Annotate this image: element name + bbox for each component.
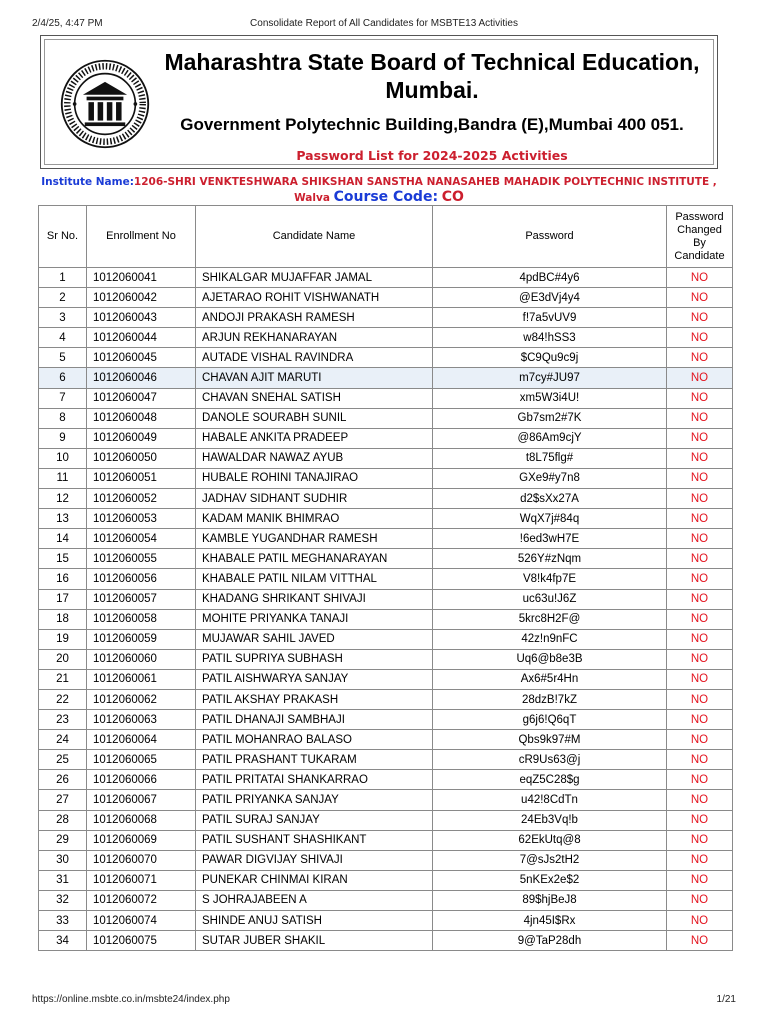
table-row xyxy=(39,730,733,750)
col-header-password-changed-line-1: Password xyxy=(675,210,724,223)
cell-sr-no: 26 xyxy=(39,770,87,790)
cell-sr-no: 10 xyxy=(39,448,87,468)
cell-candidate-name: PATIL DHANAJI SAMBHAJI xyxy=(196,710,433,730)
cell-candidate-name: KHADANG SHRIKANT SHIVAJI xyxy=(196,589,433,609)
table-row xyxy=(39,870,733,890)
cell-sr-no: 4 xyxy=(39,328,87,348)
table-row xyxy=(39,288,733,308)
table-row xyxy=(39,388,733,408)
cell-password-changed: NO xyxy=(667,931,733,951)
cell-password-changed: NO xyxy=(667,328,733,348)
cell-candidate-name: PUNEKAR CHINMAI KIRAN xyxy=(196,870,433,890)
cell-candidate-name: KHABALE PATIL MEGHANARAYAN xyxy=(196,549,433,569)
table-header-row xyxy=(39,206,733,268)
cell-sr-no: 30 xyxy=(39,850,87,870)
cell-sr-no: 33 xyxy=(39,911,87,931)
table-row xyxy=(39,308,733,328)
table-row xyxy=(39,649,733,669)
cell-enrollment-no: 1012060060 xyxy=(87,649,196,669)
course-code-label: Course Code: xyxy=(333,189,439,205)
cell-password-changed: NO xyxy=(667,911,733,931)
table-row xyxy=(39,810,733,830)
cell-sr-no: 23 xyxy=(39,710,87,730)
cell-candidate-name: HUBALE ROHINI TANAJIRAO xyxy=(196,468,433,488)
cell-enrollment-no: 1012060061 xyxy=(87,669,196,689)
cell-password: Gb7sm2#7K xyxy=(433,408,667,428)
cell-candidate-name: SUTAR JUBER SHAKIL xyxy=(196,931,433,951)
table-row xyxy=(39,529,733,549)
cell-enrollment-no: 1012060064 xyxy=(87,730,196,750)
cell-password-changed: NO xyxy=(667,308,733,328)
cell-enrollment-no: 1012060056 xyxy=(87,569,196,589)
cell-password-changed: NO xyxy=(667,268,733,288)
table-row xyxy=(39,268,733,288)
board-address: Government Polytechnic Building,Bandra (E),Mumbai 400 051. xyxy=(180,115,684,134)
cell-candidate-name: PATIL SURAJ SANJAY xyxy=(196,810,433,830)
cell-enrollment-no: 1012060041 xyxy=(87,268,196,288)
col-header-password-changed-line-2: Changed xyxy=(677,223,722,236)
table-row xyxy=(39,489,733,509)
cell-password-changed: NO xyxy=(667,669,733,689)
cell-password: t8L75flg# xyxy=(433,448,667,468)
cell-enrollment-no: 1012060051 xyxy=(87,468,196,488)
table-row xyxy=(39,589,733,609)
col-header-candidate-name: Candidate Name xyxy=(196,206,433,268)
board-name xyxy=(157,48,707,104)
cell-password: xm5W3i4U! xyxy=(433,388,667,408)
print-url: https://online.msbte.co.in/msbte24/index.php xyxy=(32,994,230,1005)
cell-password: Qbs9k97#M xyxy=(433,730,667,750)
table-row xyxy=(39,328,733,348)
cell-sr-no: 22 xyxy=(39,689,87,709)
password-table xyxy=(38,205,733,951)
cell-sr-no: 11 xyxy=(39,468,87,488)
cell-candidate-name: PATIL MOHANRAO BALASO xyxy=(196,730,433,750)
cell-candidate-name: KHABALE PATIL NILAM VITTHAL xyxy=(196,569,433,589)
cell-sr-no: 34 xyxy=(39,931,87,951)
cell-password: $C9Qu9c9j xyxy=(433,348,667,368)
cell-candidate-name: CHAVAN AJIT MARUTI xyxy=(196,368,433,388)
institute-info xyxy=(40,175,718,206)
print-page-title: Consolidate Report of All Candidates for MSBTE13 Activities xyxy=(250,18,518,29)
cell-password: @86Am9cjY xyxy=(433,428,667,448)
cell-password-changed: NO xyxy=(667,509,733,529)
print-footer xyxy=(32,994,736,1008)
cell-enrollment-no: 1012060070 xyxy=(87,850,196,870)
cell-password-changed: NO xyxy=(667,288,733,308)
cell-sr-no: 3 xyxy=(39,308,87,328)
cell-sr-no: 19 xyxy=(39,629,87,649)
cell-enrollment-no: 1012060043 xyxy=(87,308,196,328)
cell-sr-no: 24 xyxy=(39,730,87,750)
cell-password-changed: NO xyxy=(667,448,733,468)
cell-sr-no: 20 xyxy=(39,649,87,669)
cell-enrollment-no: 1012060066 xyxy=(87,770,196,790)
table-row xyxy=(39,368,733,388)
cell-password: 89$hjBeJ8 xyxy=(433,890,667,910)
cell-enrollment-no: 1012060053 xyxy=(87,509,196,529)
cell-candidate-name: S JOHRAJABEEN A xyxy=(196,890,433,910)
table-row xyxy=(39,629,733,649)
table-row xyxy=(39,549,733,569)
cell-password: 24Eb3Vq!b xyxy=(433,810,667,830)
cell-candidate-name: JADHAV SIDHANT SUDHIR xyxy=(196,489,433,509)
cell-password: 5nKEx2e$2 xyxy=(433,870,667,890)
cell-password-changed: NO xyxy=(667,750,733,770)
cell-sr-no: 13 xyxy=(39,509,87,529)
cell-sr-no: 31 xyxy=(39,870,87,890)
table-row xyxy=(39,609,733,629)
cell-password: f!7a5vUV9 xyxy=(433,308,667,328)
cell-password-changed: NO xyxy=(667,730,733,750)
cell-password: g6j6!Q6qT xyxy=(433,710,667,730)
cell-password: V8!k4fp7E xyxy=(433,569,667,589)
cell-password: 42z!n9nFC xyxy=(433,629,667,649)
cell-password: 62EkUtq@8 xyxy=(433,830,667,850)
cell-candidate-name: PATIL PRITATAI SHANKARRAO xyxy=(196,770,433,790)
cell-enrollment-no: 1012060059 xyxy=(87,629,196,649)
table-row xyxy=(39,750,733,770)
cell-sr-no: 14 xyxy=(39,529,87,549)
cell-password-changed: NO xyxy=(667,609,733,629)
cell-enrollment-no: 1012060068 xyxy=(87,810,196,830)
cell-password-changed: NO xyxy=(667,689,733,709)
cell-password: Uq6@b8e3B xyxy=(433,649,667,669)
cell-password: !6ed3wH7E xyxy=(433,529,667,549)
cell-sr-no: 8 xyxy=(39,408,87,428)
cell-password-changed: NO xyxy=(667,468,733,488)
col-header-password-changed xyxy=(667,206,733,268)
table-row xyxy=(39,428,733,448)
col-header-password-changed-line-3: By xyxy=(693,236,706,249)
cell-password: 5krc8H2F@ xyxy=(433,609,667,629)
cell-password-changed: NO xyxy=(667,408,733,428)
cell-enrollment-no: 1012060065 xyxy=(87,750,196,770)
table-row xyxy=(39,669,733,689)
board-header xyxy=(40,35,718,169)
cell-candidate-name: PAWAR DIGVIJAY SHIVAJI xyxy=(196,850,433,870)
cell-password-changed: NO xyxy=(667,348,733,368)
cell-candidate-name: HAWALDAR NAWAZ AYUB xyxy=(196,448,433,468)
table-row xyxy=(39,830,733,850)
cell-password: 7@sJs2tH2 xyxy=(433,850,667,870)
cell-password: 526Y#zNqm xyxy=(433,549,667,569)
cell-password: 28dzB!7kZ xyxy=(433,689,667,709)
cell-password-changed: NO xyxy=(667,770,733,790)
cell-sr-no: 16 xyxy=(39,569,87,589)
cell-enrollment-no: 1012060042 xyxy=(87,288,196,308)
cell-enrollment-no: 1012060069 xyxy=(87,830,196,850)
cell-password: uc63u!J6Z xyxy=(433,589,667,609)
cell-enrollment-no: 1012060063 xyxy=(87,710,196,730)
cell-sr-no: 18 xyxy=(39,609,87,629)
table-row xyxy=(39,348,733,368)
cell-candidate-name: SHINDE ANUJ SATISH xyxy=(196,911,433,931)
cell-password: Ax6#5r4Hn xyxy=(433,669,667,689)
cell-password: eqZ5C28$g xyxy=(433,770,667,790)
table-row xyxy=(39,448,733,468)
cell-candidate-name: PATIL AKSHAY PRAKASH xyxy=(196,689,433,709)
table-row xyxy=(39,509,733,529)
cell-sr-no: 15 xyxy=(39,549,87,569)
cell-password: GXe9#y7n8 xyxy=(433,468,667,488)
cell-password: 4pdBC#4y6 xyxy=(433,268,667,288)
cell-sr-no: 1 xyxy=(39,268,87,288)
print-page-number: 1/21 xyxy=(716,994,736,1005)
cell-sr-no: 17 xyxy=(39,589,87,609)
cell-enrollment-no: 1012060046 xyxy=(87,368,196,388)
cell-password: WqX7j#84q xyxy=(433,509,667,529)
board-name-line-2: Mumbai. xyxy=(385,77,479,103)
table-row xyxy=(39,911,733,931)
cell-password: 9@TaP28dh xyxy=(433,931,667,951)
print-header xyxy=(32,18,736,32)
cell-enrollment-no: 1012060067 xyxy=(87,790,196,810)
cell-password: d2$sXx27A xyxy=(433,489,667,509)
cell-password: cR9Us63@j xyxy=(433,750,667,770)
cell-candidate-name: SHIKALGAR MUJAFFAR JAMAL xyxy=(196,268,433,288)
cell-password-changed: NO xyxy=(667,710,733,730)
cell-enrollment-no: 1012060054 xyxy=(87,529,196,549)
cell-sr-no: 32 xyxy=(39,890,87,910)
cell-password-changed: NO xyxy=(667,790,733,810)
cell-sr-no: 6 xyxy=(39,368,87,388)
cell-candidate-name: MOHITE PRIYANKA TANAJI xyxy=(196,609,433,629)
cell-candidate-name: PATIL PRIYANKA SANJAY xyxy=(196,790,433,810)
cell-candidate-name: CHAVAN SNEHAL SATISH xyxy=(196,388,433,408)
col-header-password: Password xyxy=(433,206,667,268)
cell-candidate-name: MUJAWAR SAHIL JAVED xyxy=(196,629,433,649)
table-row xyxy=(39,468,733,488)
cell-enrollment-no: 1012060072 xyxy=(87,890,196,910)
col-header-password-changed-line-4: Candidate xyxy=(674,249,725,262)
cell-enrollment-no: 1012060055 xyxy=(87,549,196,569)
cell-sr-no: 12 xyxy=(39,489,87,509)
cell-candidate-name: DANOLE SOURABH SUNIL xyxy=(196,408,433,428)
cell-enrollment-no: 1012060058 xyxy=(87,609,196,629)
cell-password-changed: NO xyxy=(667,629,733,649)
table-row xyxy=(39,931,733,951)
table-row xyxy=(39,790,733,810)
table-row xyxy=(39,890,733,910)
cell-password: @E3dVj4y4 xyxy=(433,288,667,308)
cell-sr-no: 29 xyxy=(39,830,87,850)
cell-password: m7cy#JU97 xyxy=(433,368,667,388)
cell-candidate-name: KAMBLE YUGANDHAR RAMESH xyxy=(196,529,433,549)
cell-password-changed: NO xyxy=(667,388,733,408)
cell-password-changed: NO xyxy=(667,649,733,669)
cell-candidate-name: PATIL SUPRIYA SUBHASH xyxy=(196,649,433,669)
cell-candidate-name: ARJUN REKHANARAYAN xyxy=(196,328,433,348)
course-code-value: CO xyxy=(441,189,464,205)
cell-enrollment-no: 1012060050 xyxy=(87,448,196,468)
cell-enrollment-no: 1012060074 xyxy=(87,911,196,931)
cell-candidate-name: AUTADE VISHAL RAVINDRA xyxy=(196,348,433,368)
cell-password-changed: NO xyxy=(667,810,733,830)
board-name-line-1: Maharashtra State Board of Technical Education, xyxy=(164,49,700,75)
cell-enrollment-no: 1012060075 xyxy=(87,931,196,951)
cell-candidate-name: PATIL PRASHANT TUKARAM xyxy=(196,750,433,770)
cell-password-changed: NO xyxy=(667,529,733,549)
table-row xyxy=(39,569,733,589)
cell-password-changed: NO xyxy=(667,589,733,609)
cell-password-changed: NO xyxy=(667,569,733,589)
cell-enrollment-no: 1012060057 xyxy=(87,589,196,609)
cell-candidate-name: AJETARAO ROHIT VISHWANATH xyxy=(196,288,433,308)
cell-password: u42!8CdTn xyxy=(433,790,667,810)
cell-password-changed: NO xyxy=(667,890,733,910)
cell-enrollment-no: 1012060052 xyxy=(87,489,196,509)
cell-enrollment-no: 1012060045 xyxy=(87,348,196,368)
cell-sr-no: 21 xyxy=(39,669,87,689)
cell-password-changed: NO xyxy=(667,368,733,388)
cell-sr-no: 9 xyxy=(39,428,87,448)
cell-enrollment-no: 1012060044 xyxy=(87,328,196,348)
table-row xyxy=(39,689,733,709)
board-header-inner xyxy=(44,39,714,165)
cell-sr-no: 7 xyxy=(39,388,87,408)
cell-password-changed: NO xyxy=(667,870,733,890)
cell-enrollment-no: 1012060047 xyxy=(87,388,196,408)
institute-label: Institute Name: xyxy=(41,176,134,188)
cell-enrollment-no: 1012060048 xyxy=(87,408,196,428)
table-row xyxy=(39,408,733,428)
table-row xyxy=(39,710,733,730)
cell-enrollment-no: 1012060062 xyxy=(87,689,196,709)
cell-password-changed: NO xyxy=(667,489,733,509)
col-header-sr-no: Sr No. xyxy=(39,206,87,268)
cell-password-changed: NO xyxy=(667,549,733,569)
cell-password-changed: NO xyxy=(667,428,733,448)
cell-sr-no: 28 xyxy=(39,810,87,830)
password-list-title: Password List for 2024-2025 Activities xyxy=(296,148,568,163)
cell-candidate-name: PATIL SUSHANT SHASHIKANT xyxy=(196,830,433,850)
msbte-seal-logo-icon xyxy=(59,58,151,150)
cell-enrollment-no: 1012060049 xyxy=(87,428,196,448)
table-row xyxy=(39,850,733,870)
cell-candidate-name: ANDOJI PRAKASH RAMESH xyxy=(196,308,433,328)
cell-password: w84!hSS3 xyxy=(433,328,667,348)
institute-name: 1206-SHRI VENKTESHWARA SHIKSHAN SANSTHA NANASAHEB MAHADIK POLYTECHNIC INSTITUTE , Walva xyxy=(133,176,717,204)
table-row xyxy=(39,770,733,790)
cell-sr-no: 5 xyxy=(39,348,87,368)
print-datetime: 2/4/25, 4:47 PM xyxy=(32,18,103,29)
cell-enrollment-no: 1012060071 xyxy=(87,870,196,890)
col-header-enrollment-no: Enrollment No xyxy=(87,206,196,268)
cell-password-changed: NO xyxy=(667,850,733,870)
cell-sr-no: 25 xyxy=(39,750,87,770)
cell-password-changed: NO xyxy=(667,830,733,850)
cell-candidate-name: KADAM MANIK BHIMRAO xyxy=(196,509,433,529)
cell-sr-no: 27 xyxy=(39,790,87,810)
cell-candidate-name: HABALE ANKITA PRADEEP xyxy=(196,428,433,448)
cell-password: 4jn45I$Rx xyxy=(433,911,667,931)
cell-candidate-name: PATIL AISHWARYA SANJAY xyxy=(196,669,433,689)
cell-sr-no: 2 xyxy=(39,288,87,308)
